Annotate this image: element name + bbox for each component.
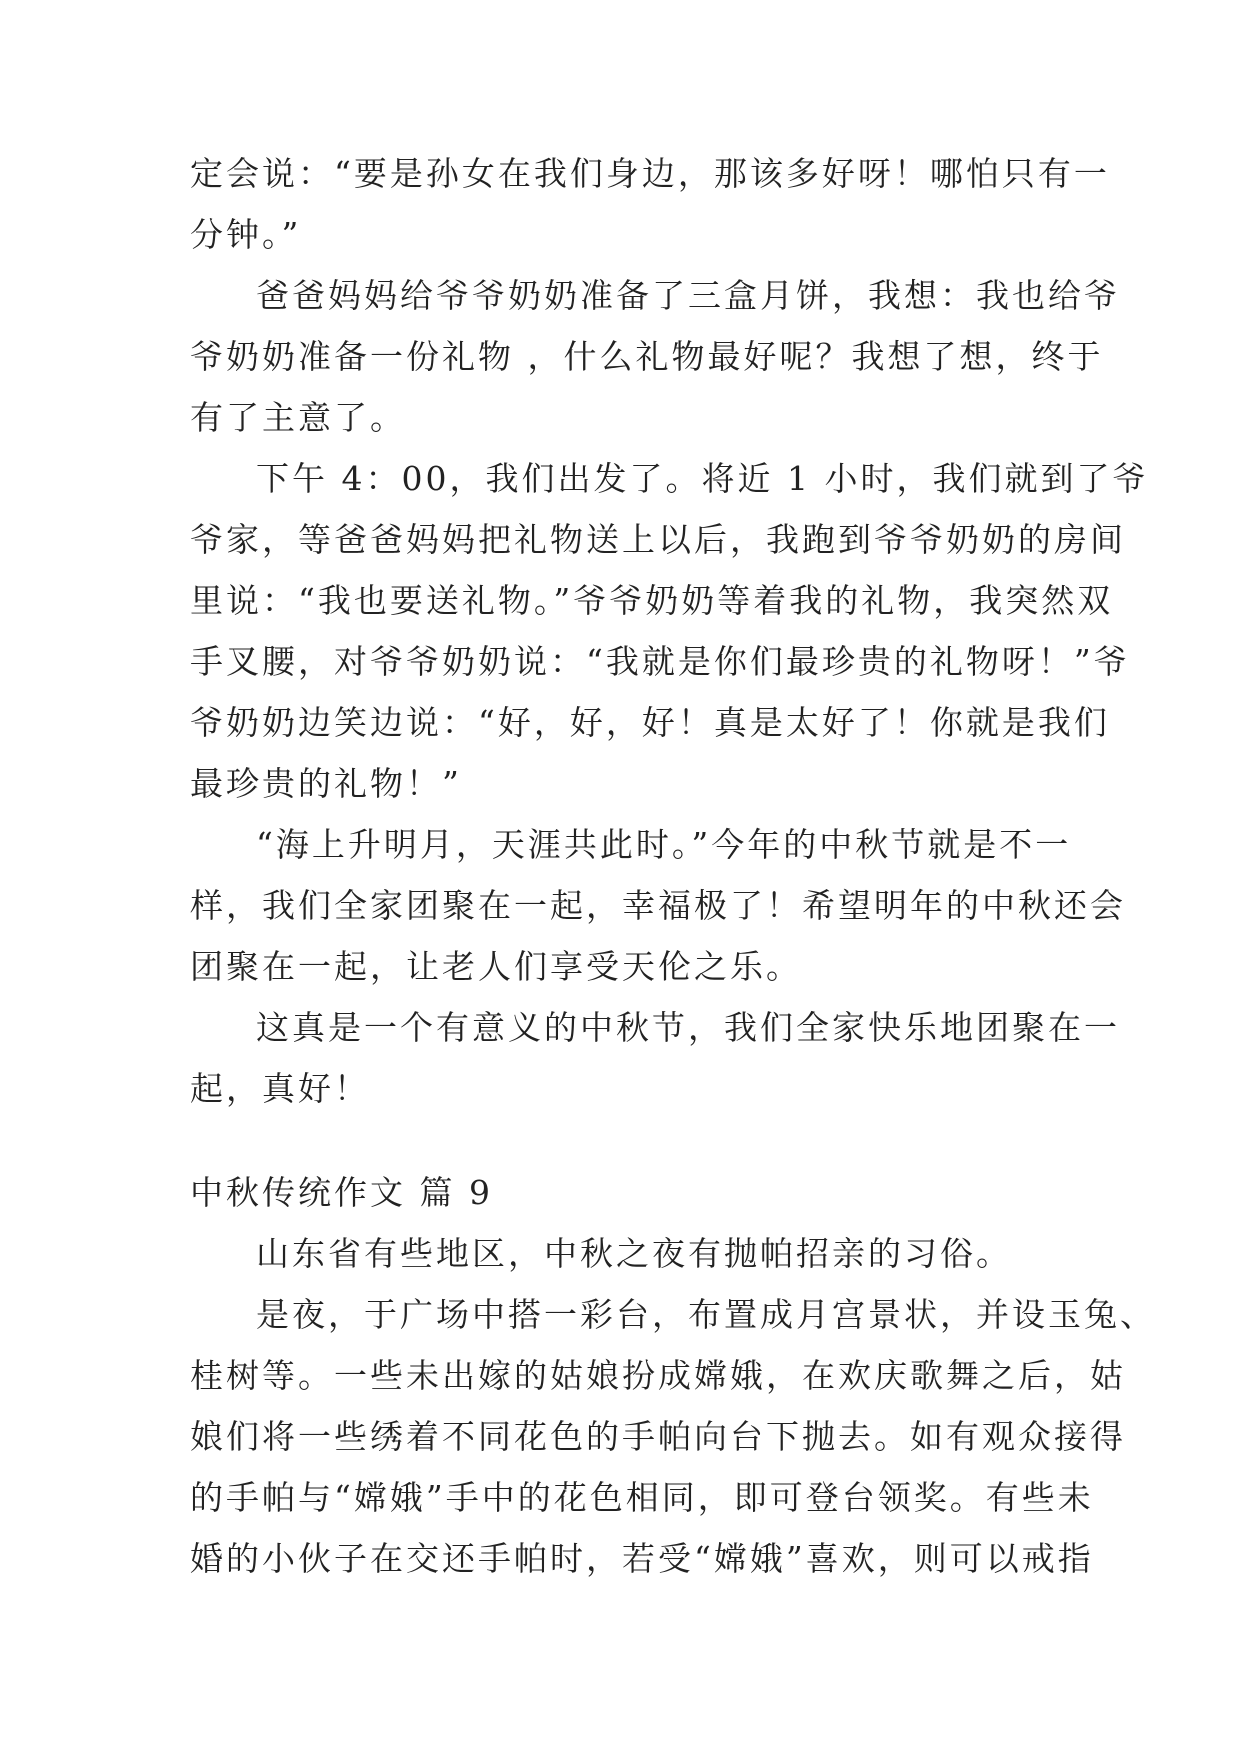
text-line: 下午 4：00，我们出发了。将近 1 小时，我们就到了爷 [256,459,1149,498]
section-title: 中秋传统作文 篇 9 [190,1173,493,1212]
paragraph [190,448,1149,814]
paragraph [190,265,1120,448]
text-line: 的手帕与“嫦娥”手中的花色相同，即可登台领奖。有些未 [190,1478,1094,1517]
text-line: 团聚在一起，让老人们享受天伦之乐。 [190,947,802,986]
text-line: 最珍贵的礼物！” [190,764,462,803]
document-body [190,143,1156,1589]
paragraph [190,1223,1058,1284]
text-line: 桂树等。一些未出嫁的姑娘扮成嫦娥，在欢庆歌舞之后，姑 [190,1356,1126,1395]
paragraph [190,997,1120,1119]
text-line: 样，我们全家团聚在一起，幸福极了！希望明年的中秋还会 [190,886,1126,925]
text-line: “海上升明月，天涯共此时。”今年的中秋节就是不一 [256,825,1072,864]
text-line: 起，真好！ [190,1069,370,1108]
text-line: 有了主意了。 [190,398,406,437]
text-line: 娘们将一些绣着不同花色的手帕向台下抛去。如有观众接得 [190,1417,1126,1456]
text-line: 爷家，等爸爸妈妈把礼物送上以后，我跑到爷爷奶奶的房间 [190,520,1126,559]
paragraph [190,1284,1156,1589]
text-line: 爷奶奶准备一份礼物 ，什么礼物最好呢？我想了想，终于 [190,337,1104,376]
paragraph [190,143,1110,265]
text-line: 定会说：“要是孙女在我们身边，那该多好呀！哪怕只有一 [190,154,1110,193]
paragraph [190,814,1126,997]
text-line: 婚的小伙子在交还手帕时，若受“嫦娥”喜欢，则可以戒指 [190,1539,1094,1578]
text-line: 里说：“我也要送礼物。”爷爷奶奶等着我的礼物，我突然双 [190,581,1114,620]
text-line: 爷奶奶边笑边说：“好，好，好！真是太好了！你就是我们 [190,703,1110,742]
text-line: 手叉腰，对爷爷奶奶说：“我就是你们最珍贵的礼物呀！”爷 [190,642,1130,681]
text-line: 这真是一个有意义的中秋节，我们全家快乐地团聚在一 [256,1008,1120,1047]
text-line: 分钟。” [190,215,302,254]
text-line: 山东省有些地区，中秋之夜有抛帕招亲的习俗。 [256,1234,1012,1273]
text-line: 是夜，于广场中搭一彩台，布置成月宫景状，并设玉兔、 [256,1295,1156,1334]
text-line: 爸爸妈妈给爷爷奶奶准备了三盒月饼，我想：我也给爷 [256,276,1120,315]
